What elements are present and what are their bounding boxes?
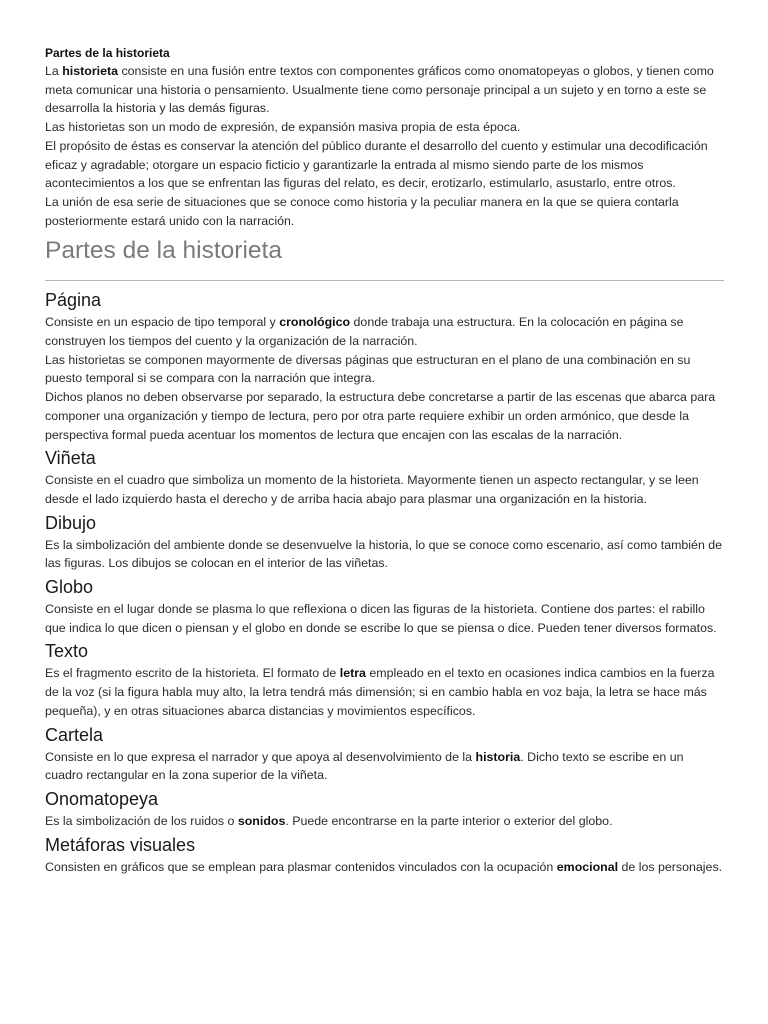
paragraph-text: Consiste en un espacio de tipo temporal y	[45, 315, 280, 330]
paragraph-text: Consiste en lo que expresa el narrador y que apoya al desenvolvimiento de la	[45, 749, 476, 764]
section-heading: Metáforas visuales	[45, 834, 196, 855]
section-heading: Globo	[45, 577, 94, 598]
section-heading: Cartela	[45, 724, 104, 745]
section	[45, 574, 724, 637]
intro-block	[45, 44, 724, 230]
bold-term: historieta	[62, 64, 119, 78]
paragraph-text: Consisten en gráficos que se emplean para plasmar contenidos vinculados con la ocupación	[45, 859, 557, 874]
paragraph-text: consiste en una fusión entre textos con componentes gráficos como onomatopeyas o globos, y tienen como meta comunicar una historia o pensamiento. Usualmente tiene como personaje principal a un sujeto y en torno a este se desarrolla la historia y las demás figuras.	[45, 64, 714, 116]
intro-title: Partes de la historieta	[45, 46, 170, 60]
paragraph	[45, 536, 724, 573]
paragraph-text: empleado en el texto en ocasiones indica cambios en la fuerza de la voz (si la figura habla muy alto, la letra tendrá más dimensión; si en cambio habla en voz baja, la letra se hace más pequeña), y en otras situaciones abarca distancias y movimientos específicos.	[45, 666, 715, 718]
paragraph-text: Es la simbolización de los ruidos o	[45, 813, 238, 828]
bold-term: emocional	[556, 859, 619, 874]
section	[45, 445, 724, 508]
paragraph-text: Consiste en el lugar donde se plasma lo que reflexiona o dicen las figuras de la historieta. Contiene dos partes: el rabillo que indica lo que dicen o piensan y el globo en donde se escribe lo que se piensa o dice. Pueden tener diversos formatos.	[45, 602, 717, 635]
paragraph	[45, 62, 724, 118]
paragraph	[45, 313, 724, 350]
paragraph-text: Es la simbolización del ambiente donde se desenvuelve la historia, lo que se conoce como escenario, así como también de las figuras. Los dibujos se colocan en el interior de las viñetas.	[45, 537, 723, 571]
paragraph-text: Es el fragmento escrito de la historieta. El formato de	[45, 666, 340, 681]
paragraph	[45, 471, 724, 508]
paragraph-text: . Puede encontrarse en la parte interior o exterior del globo.	[285, 813, 613, 828]
main-heading: Partes de la historieta	[45, 237, 282, 265]
section	[45, 638, 724, 720]
heading-divider	[45, 280, 724, 281]
paragraph	[45, 193, 724, 230]
paragraph	[45, 858, 724, 877]
section	[45, 786, 724, 831]
bold-term: historia	[475, 749, 521, 764]
paragraph-text: de los personajes.	[618, 859, 723, 874]
paragraph	[45, 748, 724, 785]
paragraph	[45, 600, 724, 637]
paragraph-text: Consiste en el cuadro que simboliza un momento de la historieta. Mayormente tienen un aspecto rectangular, y se leen desde el lado izquierdo hasta el derecho y de arriba hacia abajo para plasmar una organización en la historia.	[45, 473, 699, 506]
paragraph-text: donde trabaja una estructura. En la colocación en página se construyen los tiempos del cuento y la organización de la narración.	[45, 315, 684, 349]
section	[45, 287, 724, 444]
paragraph-text: La	[45, 64, 63, 78]
sections-list	[45, 287, 724, 876]
paragraph	[45, 118, 724, 137]
section	[45, 832, 724, 877]
section	[45, 722, 724, 785]
paragraph-text: La unión de esa serie de situaciones que se conoce como historia y la peculiar manera en la que se quiera contarla posteriormente estará unido con la narración.	[45, 194, 679, 228]
paragraph	[45, 812, 724, 831]
section	[45, 510, 724, 573]
paragraph-text: Las historietas se componen mayormente de diversas páginas que estructuran en el plano de una combinación en su puesto temporal si se compara con la narración que integra.	[45, 352, 691, 386]
paragraph	[45, 351, 724, 388]
section-heading: Viñeta	[45, 448, 96, 469]
paragraph	[45, 664, 724, 720]
bold-term: sonidos	[237, 813, 286, 828]
bold-term: cronológico	[279, 315, 351, 330]
paragraph	[45, 388, 724, 444]
paragraph-text: El propósito de éstas es conservar la atención del público durante el desarrollo del cuento y estimular una decodificación eficaz y agradable; otorgare un espacio ficticio y garantizarle la entrada al mismo siendo parte de los mismos acontecimientos a los que se enfrentan las figuras del relato, es decir, erotizarlo, estimularlo, asustarlo, entre otros.	[45, 138, 708, 191]
section-heading: Onomatopeya	[45, 788, 159, 809]
paragraph-text: Las historietas son un modo de expresión, de expansión masiva propia de esta época.	[45, 120, 521, 135]
section-heading: Dibujo	[45, 512, 97, 533]
section-heading: Texto	[45, 641, 89, 662]
paragraph	[45, 137, 724, 193]
intro-paragraphs	[45, 62, 724, 230]
paragraph-text: . Dicho texto se escribe en un cuadro rectangular en la zona superior de la viñeta.	[45, 749, 684, 783]
paragraph-text: Dichos planos no deben observarse por separado, la estructura debe concretarse a partir de las escenas que abarca para componer una organización y tiempo de lectura, pero por otra parte requiere exhibir un orden armónico, que desde la perspectiva formal pueda acentuar los momentos de lectura que encajen con las escalas de la narración.	[45, 390, 716, 442]
section-heading: Página	[45, 290, 102, 311]
bold-term: letra	[339, 666, 366, 681]
